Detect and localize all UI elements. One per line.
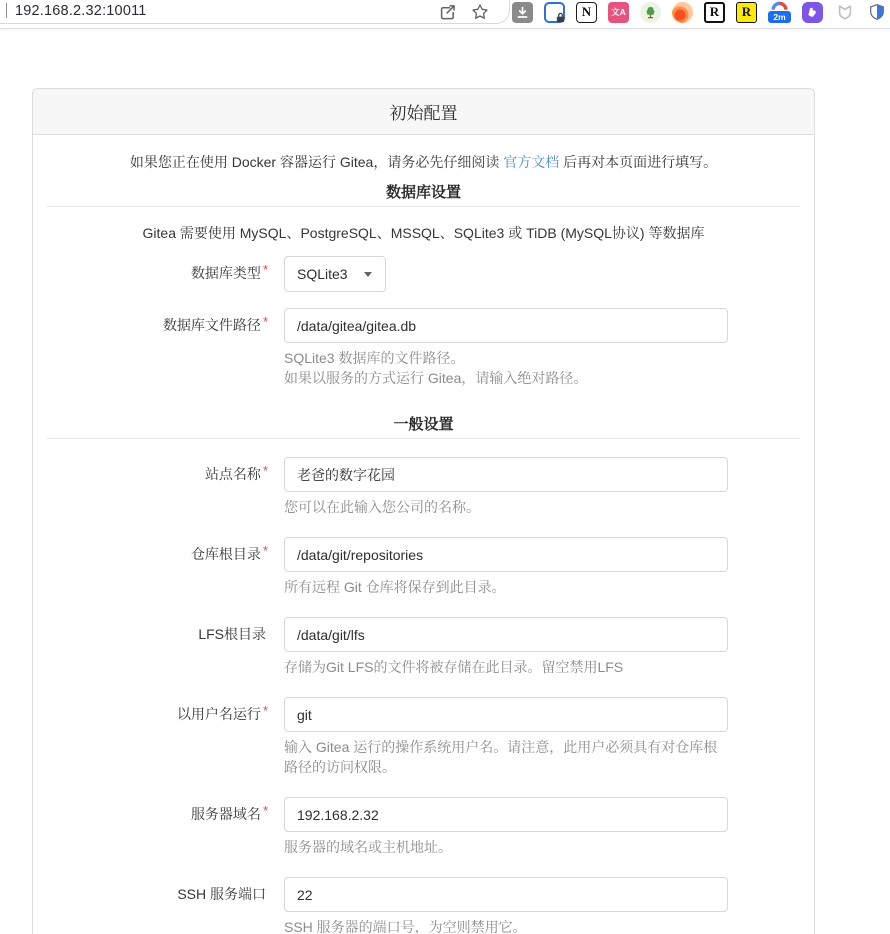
blue-shield-extension-icon[interactable] — [866, 2, 887, 23]
install-panel — [32, 88, 815, 934]
run-user-input[interactable] — [284, 697, 728, 732]
field-row-db-path — [47, 308, 814, 388]
gray-shield-extension-icon[interactable] — [834, 2, 855, 23]
r-yellow-extension-icon[interactable]: R — [736, 2, 757, 23]
required-asterisk: * — [262, 543, 268, 558]
docker-notice — [47, 152, 800, 172]
field-row-domain — [47, 797, 814, 857]
domain-label: 服务器域名 — [190, 806, 261, 822]
page-title: 初始配置 — [389, 104, 458, 123]
panel-header — [33, 89, 814, 135]
db-type-label: 数据库类型 — [190, 265, 261, 281]
db-path-input[interactable] — [284, 308, 728, 343]
bonsai-tree-extension-icon[interactable] — [640, 2, 661, 23]
required-asterisk: * — [262, 262, 268, 277]
repo-path-label: 仓库根目录 — [190, 546, 261, 562]
bookmark-star-icon[interactable] — [469, 2, 490, 23]
timer-2m-extension-icon[interactable] — [768, 1, 791, 23]
lfs-path-input[interactable] — [284, 617, 728, 652]
app-name-input[interactable] — [284, 457, 728, 492]
password-manager-icon[interactable] — [544, 2, 565, 23]
lfs-path-help: 存储为Git LFS的文件将被存储在此目录。留空禁用LFS — [284, 659, 624, 675]
r-white-extension-icon[interactable]: R — [704, 2, 725, 23]
app-name-label: 站点名称 — [204, 466, 261, 482]
required-asterisk: * — [262, 803, 268, 818]
db-type-selected-value: SQLite3 — [297, 266, 348, 282]
db-type-dropdown[interactable] — [284, 256, 386, 292]
field-row-ssh-port — [47, 877, 814, 934]
field-row-repo-path — [47, 537, 814, 597]
run-user-label: 以用户名运行 — [176, 706, 261, 722]
app-name-help: 您可以在此输入您公司的名称。 — [284, 499, 480, 515]
field-row-run-user — [47, 697, 814, 777]
required-asterisk: * — [262, 703, 268, 718]
field-row-db-type — [47, 256, 814, 292]
field-row-app-name — [47, 457, 814, 517]
timer-2m-label: 2m — [768, 11, 791, 23]
orange-reader-extension-icon[interactable] — [672, 2, 693, 23]
download-extension-icon[interactable] — [512, 2, 533, 23]
domain-input[interactable] — [284, 797, 728, 832]
address-bar-url[interactable]: 192.168.2.32:10011 — [15, 3, 147, 19]
database-form — [33, 256, 814, 388]
gitea-install-page — [0, 88, 890, 934]
toolbar-icons — [437, 0, 887, 24]
repo-path-input[interactable] — [284, 537, 728, 572]
required-asterisk: * — [262, 463, 268, 478]
db-path-help-2: 如果以服务的方式运行 Gitea，请输入绝对路径。 — [284, 370, 588, 386]
docker-notice-text-after: 后再对本页面进行填写。 — [559, 154, 718, 170]
official-docs-link[interactable]: 官方文档 — [503, 154, 560, 170]
notion-extension-icon[interactable]: N — [576, 2, 597, 23]
ssh-port-help: SSH 服务器的端口号，为空则禁用它。 — [284, 919, 527, 934]
translate-extension-icon[interactable]: 文A — [608, 2, 629, 23]
repo-path-help: 所有远程 Git 仓库将保存到此目录。 — [284, 579, 506, 595]
chevron-down-icon — [364, 272, 372, 277]
browser-toolbar — [0, 0, 890, 28]
db-path-help-1: SQLite3 数据库的文件路径。 — [284, 350, 465, 366]
database-hint: Gitea 需要使用 MySQL、PostgreSQL、MSSQL、SQLite3 或 TiDB (MySQL协议) 等数据库 — [142, 225, 705, 241]
lfs-path-label: LFS根目录 — [198, 626, 266, 642]
ssh-port-label: SSH 服务端口 — [177, 886, 266, 902]
section-title-database: 数据库设置 — [47, 184, 800, 207]
required-asterisk: * — [262, 314, 268, 329]
field-row-lfs-path — [47, 617, 814, 677]
address-bar-caret — [6, 3, 7, 18]
ssh-port-input[interactable] — [284, 877, 728, 912]
share-icon[interactable] — [437, 2, 458, 23]
purple-glove-extension-icon[interactable] — [802, 2, 823, 23]
section-title-general: 一般设置 — [47, 416, 800, 439]
db-path-label: 数据库文件路径 — [162, 317, 261, 333]
general-form — [33, 457, 814, 934]
run-user-help: 输入 Gitea 运行的操作系统用户名。请注意，此用户必须具有对仓库根路径的访问权限。 — [284, 739, 718, 775]
domain-help: 服务器的域名或主机地址。 — [284, 839, 452, 855]
docker-notice-text-before: 如果您正在使用 Docker 容器运行 Gitea，请务必先仔细阅读 — [129, 154, 504, 170]
